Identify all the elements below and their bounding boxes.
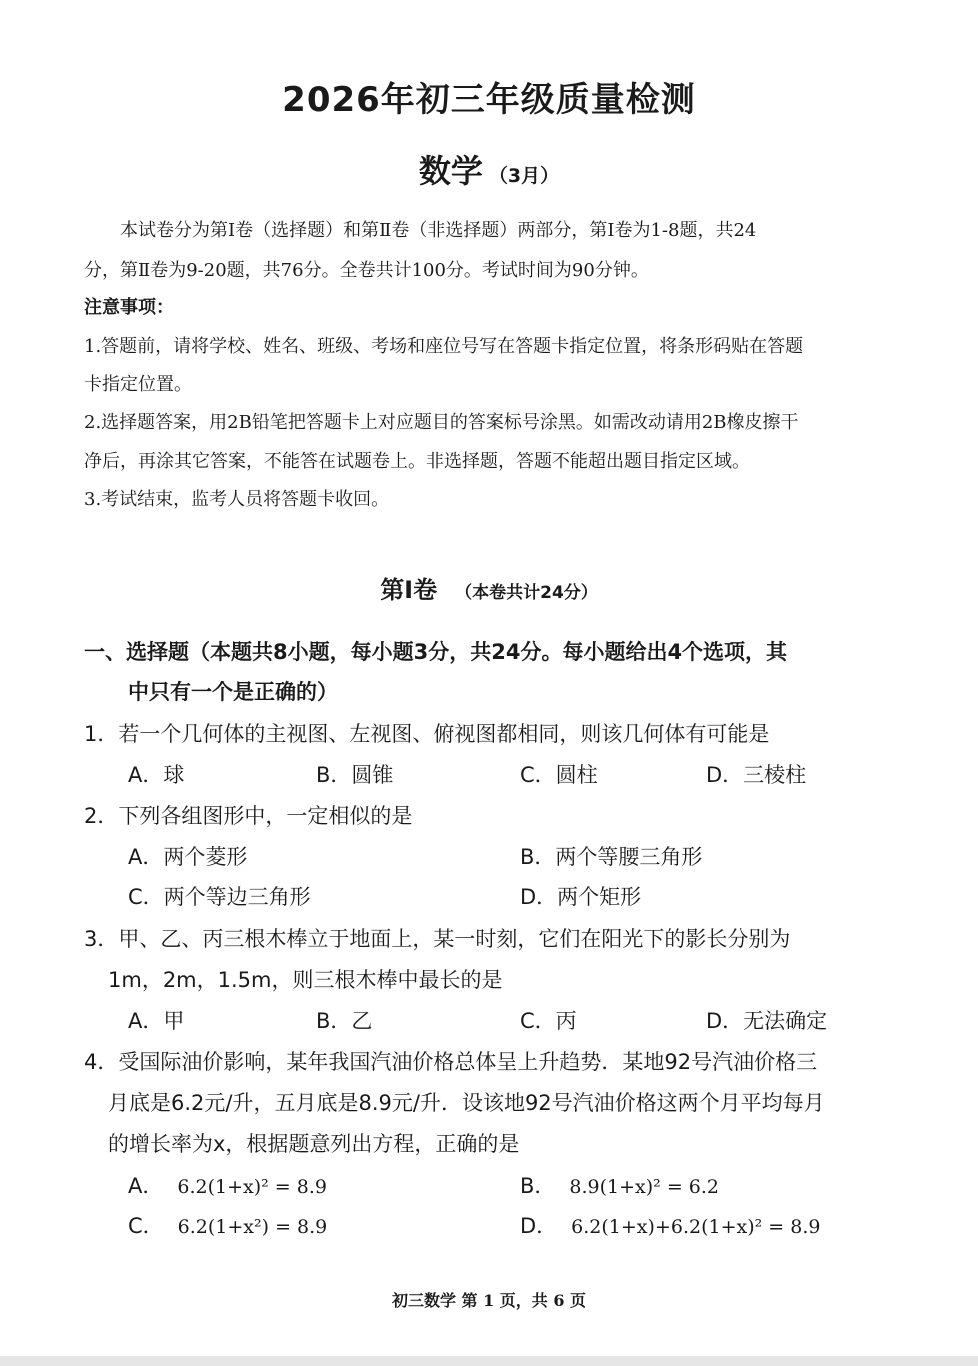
question-1-stem: 1．若一个几何体的主视图、左视图、俯视图都相同，则该几何体有可能是	[84, 722, 770, 746]
notice-item: 卡指定位置。	[84, 374, 192, 395]
notice-item: 1.答题前，请将学校、姓名、班级、考场和座位号写在答题卡指定位置，将条形码贴在答题	[84, 336, 804, 357]
q4-option-b-equation: 8.9(1+x)² = 6.2	[569, 1176, 720, 1198]
page-footer: 初三数学 第 1 页，共 6 页	[391, 1291, 587, 1310]
q2-option-a: A．两个菱形	[128, 845, 248, 869]
question-4-stem-line-2: 月底是6.2元/升，五月底是8.9元/升．设该地92号汽油价格这两个月平均每月	[108, 1091, 825, 1115]
notice-item: 3.考试结束，监考人员将答题卡收回。	[84, 489, 390, 510]
notice-item: 净后，再涂其它答案，不能答在试题卷上。非选择题，答题不能超出题目指定区域。	[84, 451, 750, 472]
q1-option-c: C．圆柱	[520, 763, 598, 787]
notice-heading: 注意事项：	[84, 297, 174, 318]
exam-title: 2026年初三年级质量检测	[282, 80, 696, 120]
q4-option-b-label: B．	[520, 1174, 556, 1198]
notice-item: 2.选择题答案，用2B铅笔把答题卡上对应题目的答案标号涂黑。如需改动请用2B橡皮擦干	[84, 412, 799, 433]
question-3-stem-line-2: 1m，2m，1.5m，则三根木棒中最长的是	[108, 968, 503, 992]
intro-line-1: 本试卷分为第Ⅰ卷（选择题）和第Ⅱ卷（非选择题）两部分，第Ⅰ卷为1-8题，共24	[120, 220, 757, 241]
q2-option-b: B．两个等腰三角形	[520, 845, 703, 869]
q2-option-c: C．两个等边三角形	[128, 885, 311, 909]
volume-heading	[0, 570, 978, 605]
q1-option-d: D．三棱柱	[706, 763, 807, 787]
subject-name: 数学	[418, 152, 483, 190]
volume-title: 第Ⅰ卷	[380, 576, 438, 604]
q3-option-a: A．甲	[128, 1009, 185, 1033]
q4-option-a-equation: 6.2(1+x)² = 8.9	[177, 1176, 327, 1198]
q1-option-b: B．圆锥	[316, 763, 394, 787]
q4-option-d-label: D．	[520, 1214, 558, 1238]
q3-option-c: C．丙	[520, 1009, 577, 1033]
bottom-edge-bar	[0, 1356, 978, 1366]
subject-heading	[0, 146, 978, 192]
question-3-stem-line-1: 3．甲、乙、丙三根木棒立于地面上，某一时刻，它们在阳光下的影长分别为	[84, 927, 791, 951]
volume-note: （本卷共计24分）	[455, 583, 598, 603]
q4-option-c	[128, 1210, 327, 1240]
q4-option-a-label: A．	[128, 1174, 164, 1198]
subject-note: （3月）	[488, 165, 560, 187]
q1-option-a: A．球	[128, 763, 185, 787]
q4-option-a	[128, 1170, 327, 1200]
question-4-stem-line-1: 4．受国际油价影响，某年我国汽油价格总体呈上升趋势．某地92号汽油价格三	[84, 1050, 818, 1074]
q4-option-d	[520, 1210, 820, 1240]
section-heading-line-2: 中只有一个是正确的）	[128, 680, 338, 704]
question-4-stem-line-3: 的增长率为x，根据题意列出方程，正确的是	[108, 1132, 520, 1156]
q3-option-d: D．无法确定	[706, 1009, 828, 1033]
q3-option-b: B．乙	[316, 1009, 373, 1033]
section-heading-line-1: 一、选择题（本题共8小题，每小题3分，共24分。每小题给出4个选项，其	[84, 640, 788, 664]
intro-line-2: 分，第Ⅱ卷为9-20题，共76分。全卷共计100分。考试时间为90分钟。	[84, 260, 649, 281]
question-2-stem: 2．下列各组图形中，一定相似的是	[84, 804, 413, 828]
q2-option-d: D．两个矩形	[520, 885, 642, 909]
q4-option-d-equation: 6.2(1+x)+6.2(1+x)² = 8.9	[571, 1216, 821, 1238]
q4-option-c-equation: 6.2(1+x²) = 8.9	[177, 1216, 328, 1238]
q4-option-b	[520, 1170, 719, 1200]
q4-option-c-label: C．	[128, 1214, 164, 1238]
